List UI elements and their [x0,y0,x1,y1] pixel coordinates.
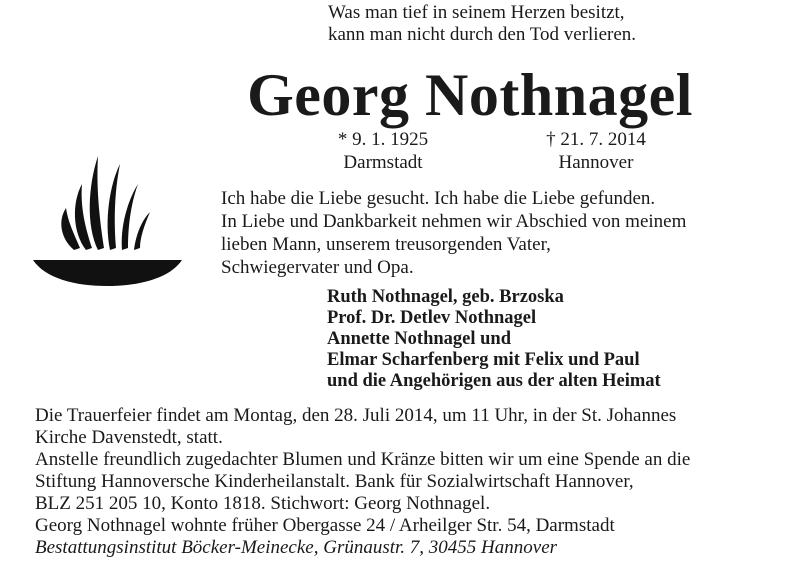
mourner-5: und die Angehörigen aus der alten Heimat [327,371,661,391]
quote-line-2: kann man nicht durch den Tod verlieren. [328,24,637,45]
birth-date: * 9. 1. 1925 [337,129,429,150]
death-info [532,128,660,174]
message-line-3: lieben Mann, unserem treusorgenden Vater, [221,234,551,255]
mourners-list [327,287,661,392]
birth-info [322,128,444,174]
farewell-message [221,187,686,279]
funeral-home-line: Bestattungsinstitut Böcker-Meinecke, Grünaustr. 7, 30455 Hannover [35,537,558,558]
mourner-4: Elmar Scharfenberg mit Felix und Paul [327,350,640,370]
message-line-1: Ich habe die Liebe gesucht. Ich habe die Liebe gefunden. [221,188,656,209]
opening-quote [328,2,636,46]
mourner-3: Annette Nothnagel und [327,329,511,349]
mourner-1: Ruth Nothnagel, geb. Brzoska [327,287,564,307]
info-line-2: Kirche Davenstedt, statt. [35,427,223,448]
death-date: † 21. 7. 2014 [546,129,646,150]
service-details [35,405,690,559]
info-line-5: BLZ 251 205 10, Konto 1818. Stichwort: Georg Nothnagel. [35,493,491,514]
info-line-4: Stiftung Hannoversche Kinderheilanstalt. Bank für Sozialwirtschaft Hannover, [35,471,634,492]
info-line-1: Die Trauerfeier findet am Montag, den 28. Juli 2014, um 11 Uhr, in der St. Johannes [35,405,677,426]
info-line-6: Georg Nothnagel wohnte früher Obergasse 24 / Arheilger Str. 54, Darmstadt [35,515,615,536]
info-line-3: Anstelle freundlich zugedachter Blumen und Kränze bitten wir um eine Spende an die [35,449,691,470]
birth-place: Darmstadt [343,152,423,173]
mourner-2: Prof. Dr. Detlev Nothnagel [327,308,537,328]
deceased-name: Georg Nothnagel [247,62,693,128]
quote-line-1: Was man tief in seinem Herzen besitzt, [328,2,625,23]
death-place: Hannover [558,152,634,173]
message-line-4: Schwiegervater und Opa. [221,257,414,278]
message-line-2: In Liebe und Dankbarkeit nehmen wir Abschied von meinem [221,211,687,232]
flame-bowl-icon [30,150,185,292]
